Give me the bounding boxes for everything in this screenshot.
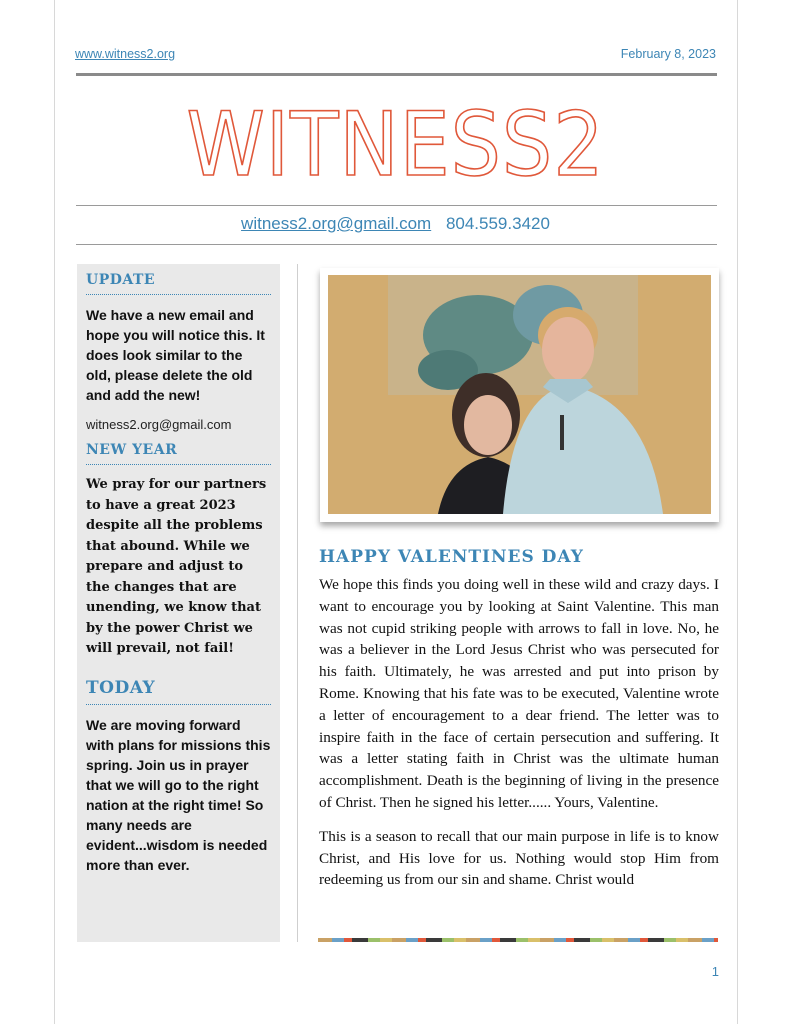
contact-divider-top bbox=[76, 205, 717, 206]
today-body: We are moving forward with plans for missions this spring. Join us in prayer that we will go to the right nation at the right time! So many needs are evident...wisdom is needed more than ever. bbox=[86, 716, 271, 873]
top-divider bbox=[76, 73, 717, 76]
couple-photo-illustration bbox=[328, 275, 711, 514]
contact-divider-bottom bbox=[76, 244, 717, 245]
update-email: witness2.org@gmail.com bbox=[86, 417, 232, 432]
article-title: HAPPY VALENTINES DAY bbox=[319, 547, 584, 567]
update-body: We have a new email and hope you will notice this. It does look similar to the old, please delete the old and add the new! bbox=[86, 307, 265, 403]
decorative-stripe bbox=[318, 938, 718, 942]
contact-line bbox=[0, 214, 791, 234]
photo-frame bbox=[320, 268, 719, 522]
masthead-text: WITNESS2 bbox=[186, 93, 605, 196]
contact-email-link[interactable]: witness2.org@gmail.com bbox=[241, 214, 432, 233]
masthead-title bbox=[0, 90, 791, 200]
contact-phone: 804.559.3420 bbox=[445, 214, 550, 233]
newyear-body: We pray for our partners to have a great 2023 despite all the problems that abound. While we prepare and adjust to the changes that are unending, we know that by the power Christ we will prevail, not fail! bbox=[86, 477, 267, 656]
article-paragraph: This is a season to recall that our main purpose in life is to know Christ, and His love for us. Nothing would stop Him from redeeming us from our sin and shame. Christ would bbox=[319, 827, 719, 889]
article-body bbox=[319, 574, 719, 903]
issue-date: February 8, 2023 bbox=[620, 47, 716, 61]
update-heading: UPDATE bbox=[86, 272, 271, 295]
website-link[interactable]: www.witness2.org bbox=[75, 47, 176, 61]
page-number: 1 bbox=[711, 964, 719, 979]
newyear-heading: NEW YEAR bbox=[86, 442, 271, 465]
couple-photo bbox=[328, 275, 711, 514]
column-divider bbox=[297, 264, 298, 942]
sidebar bbox=[77, 264, 280, 942]
today-heading: TODAY bbox=[86, 678, 271, 705]
article-paragraph: We hope this finds you doing well in these wild and crazy days. I want to encourage you by looking at Saint Valentine. This man was not cupid striking people with arrows to fall in love. No, he was a believer in the Lord Jesus Christ who was persecuted for his faith. Ultimately, he was arrested and put into prison by Rome. Knowing that his fate was to be executed, Valentine wrote a letter of encouragement to a dear friend. The letter was to inspire faith in the face of certain persecution and suffering. It was a letter stating faith in Christ was the ultimate human accomplishment. Death is the beginning of living in the presence of Christ. Then he signed his letter...... Yours, Valentine. bbox=[319, 576, 719, 811]
